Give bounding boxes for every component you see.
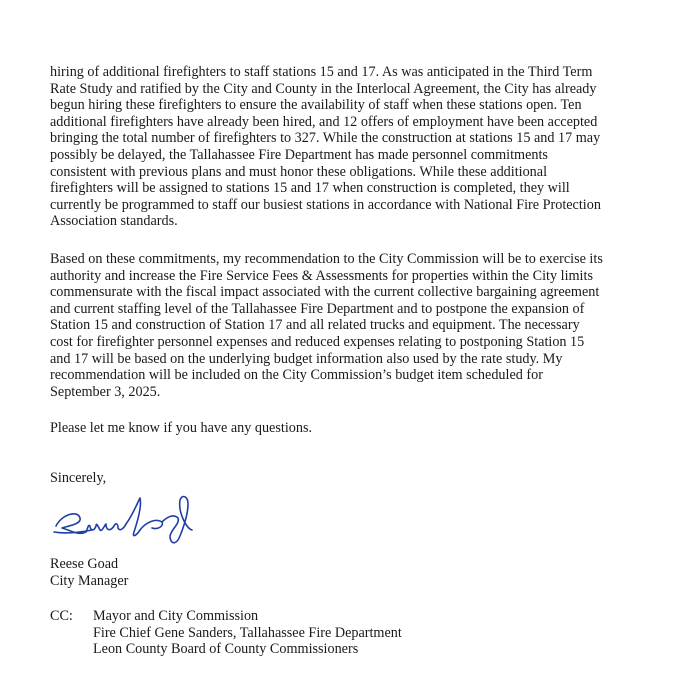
cc-recipient: Leon County Board of County Commissioners: [93, 641, 359, 658]
signer-name: Reese Goad: [50, 556, 119, 572]
paragraph-line: additional firefighters have already been hired, and 12 offers of employment have been accepted: [50, 113, 598, 130]
paragraph-line: commensurate with the fiscal impact associated with the current collective bargaining agreement: [50, 284, 600, 301]
paragraph-line: firefighters will be assigned to stations 15 and 17 when construction is completed, they will: [50, 180, 570, 197]
paragraph-line: Station 15 and construction of Station 17 and all related trucks and equipment. The necessary: [50, 317, 580, 334]
signer-title: City Manager: [50, 572, 129, 589]
paragraph-line: currently be programmed to staff our busiest stations in accordance with National Fire Protection: [50, 196, 601, 213]
cc-recipient: Mayor and City Commission: [93, 608, 259, 624]
paragraph-line: begun hiring these firefighters to ensure the availability of staff when these stations open. Ten: [50, 97, 582, 114]
body-paragraph-1: [50, 64, 640, 230]
paragraph-line: consistent with previous plans and must honor these obligations. While these additional: [50, 163, 548, 180]
paragraph-line: Rate Study and ratified by the City and County in the Interlocal Agreement, the City has already: [50, 80, 597, 97]
body-paragraph-3: Please let me know if you have any questions.: [50, 420, 313, 436]
cc-recipient-list: [93, 608, 402, 658]
paragraph-line: possibly be delayed, the Tallahassee Fire Department has made personnel commitments: [50, 146, 548, 163]
paragraph-line: bringing the total number of firefighters to 327. While the construction at stations 15 and 17 may: [50, 130, 601, 147]
signature-icon: [52, 492, 212, 552]
cc-recipient: Fire Chief Gene Sanders, Tallahassee Fire Department: [93, 624, 402, 641]
closing-salutation: Sincerely,: [50, 470, 107, 486]
paragraph-line: and current staffing level of the Tallahassee Fire Department and to postpone the expansion of: [50, 300, 585, 317]
paragraph-line: authority and increase the Fire Service Fees & Assessments for properties within the City limits: [50, 267, 593, 284]
body-paragraph-2: [50, 251, 640, 400]
paragraph-line: cost for firefighter personnel expenses and reduced expenses relating to postponing Station 15: [50, 333, 585, 350]
paragraph-line: Based on these commitments, my recommendation to the City Commission will be to exercise its: [50, 251, 603, 267]
paragraph-line: and 17 will be based on the underlying budget information also used by the rate study. My: [50, 350, 563, 367]
paragraph-line: Association standards.: [50, 213, 178, 230]
paragraph-line: hiring of additional firefighters to staff stations 15 and 17. As was anticipated in the Third Term: [50, 64, 593, 80]
signer-block: [50, 556, 640, 589]
paragraph-line: September 3, 2025.: [50, 383, 161, 400]
paragraph-line: recommendation will be included on the City Commission’s budget item scheduled for: [50, 367, 543, 384]
cc-label: CC:: [50, 608, 73, 624]
